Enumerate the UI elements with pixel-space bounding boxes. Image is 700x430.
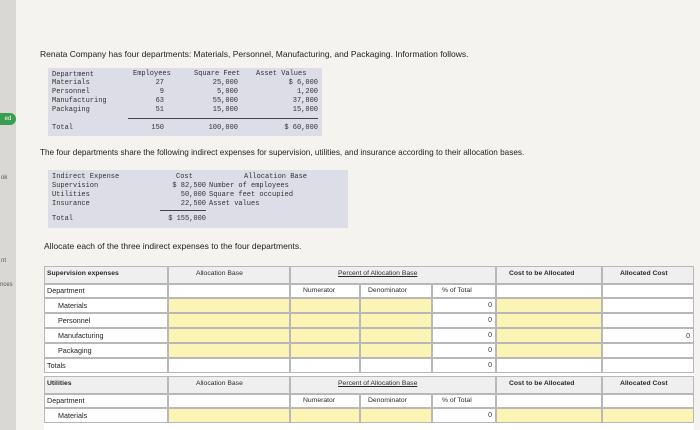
sidebar-fragment-nt[interactable]: nt (1, 258, 7, 264)
supervision-totals-pct-value: 0 (488, 362, 492, 369)
expense-row-base: Number of employees (209, 182, 289, 190)
supervision-allocated-value: 0 (686, 333, 690, 340)
supervision-col-denominator: Denominator (368, 287, 407, 294)
utilities-col-pct-total: % of Total (442, 397, 472, 404)
supervision-dept-label: Packaging (58, 346, 92, 355)
utilities-title: Utilities (47, 380, 72, 387)
dept-header-employees: Employees (133, 70, 171, 78)
supervision-totals-allocated (602, 358, 694, 373)
supervision-numerator-input[interactable] (290, 343, 360, 358)
utilities-allocated-subheader (602, 394, 694, 408)
dept-total-employees: 150 (151, 124, 164, 132)
supervision-allocated-cell (602, 313, 694, 328)
supervision-department-label: Department (47, 286, 85, 295)
dept-header-asset-values: Asset Values (256, 70, 307, 78)
supervision-dept-label: Personnel (58, 316, 91, 325)
supervision-pct-value: 0 (488, 302, 492, 309)
supervision-numerator-input[interactable] (290, 313, 360, 328)
supervision-col-percent: Percent of Allocation Base (338, 270, 418, 277)
sidebar-fragment-nces[interactable]: nces (0, 282, 13, 288)
supervision-cost-input[interactable] (496, 313, 602, 328)
supervision-col-cost: Cost to be Allocated (509, 270, 575, 277)
supervision-cost-input[interactable] (496, 298, 602, 313)
dept-row-employees: 9 (159, 88, 164, 96)
supervision-base-input[interactable] (168, 328, 290, 343)
intro-text: Renata Company has four departments: Materials, Personnel, Manufacturing, and Packaging. Information follows. (40, 49, 469, 59)
supervision-dept-label: Manufacturing (58, 331, 104, 340)
supervision-dept-label: Materials (58, 301, 88, 310)
supervision-cost-input[interactable] (496, 343, 602, 358)
supervision-base-input[interactable] (168, 313, 290, 328)
dept-total-label: Total (52, 124, 74, 132)
dept-row-assets: 1,200 (296, 88, 318, 96)
dept-row-name: Personnel (52, 88, 90, 96)
supervision-pct-value: 0 (488, 317, 492, 324)
utilities-col-allocated: Allocated Cost (620, 380, 668, 387)
left-panel-strip (0, 0, 16, 430)
utilities-col-base: Allocation Base (196, 380, 243, 387)
supervision-col-base: Allocation Base (196, 270, 243, 277)
supervision-totals-numerator (290, 358, 360, 373)
utilities-pct-value: 0 (488, 412, 492, 419)
dept-row-employees: 51 (155, 106, 164, 114)
utilities-base-input[interactable] (168, 408, 290, 423)
utilities-department-label: Department (47, 396, 85, 405)
supervision-title: Supervision expenses (47, 270, 119, 277)
supervision-denominator-input[interactable] (360, 298, 432, 313)
expense-total-rule (160, 210, 206, 211)
dept-row-name: Manufacturing (52, 97, 107, 105)
dept-row-sqft: 15,000 (212, 106, 238, 114)
utilities-col-denominator: Denominator (368, 397, 407, 404)
supervision-allocated-cell (602, 298, 694, 313)
utilities-numerator-input[interactable] (290, 408, 360, 423)
utilities-cost-subheader (496, 394, 602, 408)
expense-row-cost: 50,000 (180, 191, 206, 199)
supervision-numerator-input[interactable] (290, 298, 360, 313)
utilities-col-numerator: Numerator (303, 397, 336, 404)
supervision-col-pct-total: % of Total (442, 287, 472, 294)
dept-row-name: Packaging (52, 106, 90, 114)
utilities-dept-label: Materials (58, 411, 88, 420)
supervision-cost-subheader (496, 284, 602, 298)
dept-row-sqft: 5,000 (216, 88, 238, 96)
dept-row-name: Materials (52, 79, 90, 87)
supervision-col-allocated: Allocated Cost (620, 270, 668, 277)
supervision-totals-cost (496, 358, 602, 373)
expense-header-name: Indirect Expense (52, 173, 120, 181)
supervision-totals-label: Totals (47, 361, 66, 370)
expense-row-name: Supervision (52, 182, 99, 190)
utilities-col-percent: Percent of Allocation Base (338, 380, 418, 387)
supervision-allocated-cell (602, 343, 694, 358)
expense-row-base: Square feet occupied (209, 191, 294, 199)
expense-total-cost: $ 155,000 (168, 215, 206, 223)
supervision-totals-denominator (360, 358, 432, 373)
share-text: The four departments share the following indirect expenses for supervision, utilities, and insurance according to their allocation bases. (40, 148, 525, 157)
supervision-numerator-input[interactable] (290, 328, 360, 343)
supervision-denominator-input[interactable] (360, 313, 432, 328)
dept-row-employees: 27 (155, 79, 164, 87)
dept-row-assets: 37,800 (292, 97, 318, 105)
supervision-allocated-subheader (602, 284, 694, 298)
dept-row-employees: 63 (155, 97, 164, 105)
dept-row-sqft: 25,000 (212, 79, 238, 87)
utilities-denominator-input[interactable] (360, 408, 432, 423)
supervision-totals-base (168, 358, 290, 373)
expense-row-name: Insurance (52, 200, 90, 208)
supervision-denominator-input[interactable] (360, 343, 432, 358)
dept-header-square-feet: Square Feet (194, 70, 241, 78)
expense-total-label: Total (52, 215, 74, 223)
expense-header-base: Allocation Base (244, 173, 308, 181)
supervision-base-input[interactable] (168, 298, 290, 313)
sidebar-fragment-ok[interactable]: ok (1, 175, 8, 181)
utilities-allocated-cell[interactable] (602, 408, 694, 423)
dept-row-assets: $ 6,000 (288, 79, 318, 87)
dept-total-sqft: 100,000 (208, 124, 238, 132)
supervision-base-subheader (168, 284, 290, 298)
expense-row-name: Utilities (52, 191, 90, 199)
dept-total-assets: $ 60,000 (284, 124, 318, 132)
utilities-col-cost: Cost to be Allocated (509, 380, 575, 387)
utilities-cost-input[interactable] (496, 408, 602, 423)
expense-row-cost: 22,500 (180, 200, 206, 208)
utilities-base-subheader (168, 394, 290, 408)
supervision-cost-input[interactable] (496, 328, 602, 343)
dept-row-assets: 15,000 (292, 106, 318, 114)
supervision-denominator-input[interactable] (360, 328, 432, 343)
expense-header-cost: Cost (176, 173, 193, 181)
expense-row-base: Asset values (209, 200, 260, 208)
dept-total-rule (128, 118, 318, 119)
supervision-pct-value: 0 (488, 332, 492, 339)
expense-row-cost: $ 82,500 (172, 182, 206, 190)
dept-header-department: Department (52, 71, 95, 79)
supervision-base-input[interactable] (168, 343, 290, 358)
allocate-instruction: Allocate each of the three indirect expenses to the four departments. (44, 241, 302, 251)
supervision-pct-value: 0 (488, 347, 492, 354)
sidebar-status-tab[interactable]: ed (0, 113, 16, 125)
supervision-col-numerator: Numerator (303, 287, 336, 294)
dept-row-sqft: 55,000 (212, 97, 238, 105)
